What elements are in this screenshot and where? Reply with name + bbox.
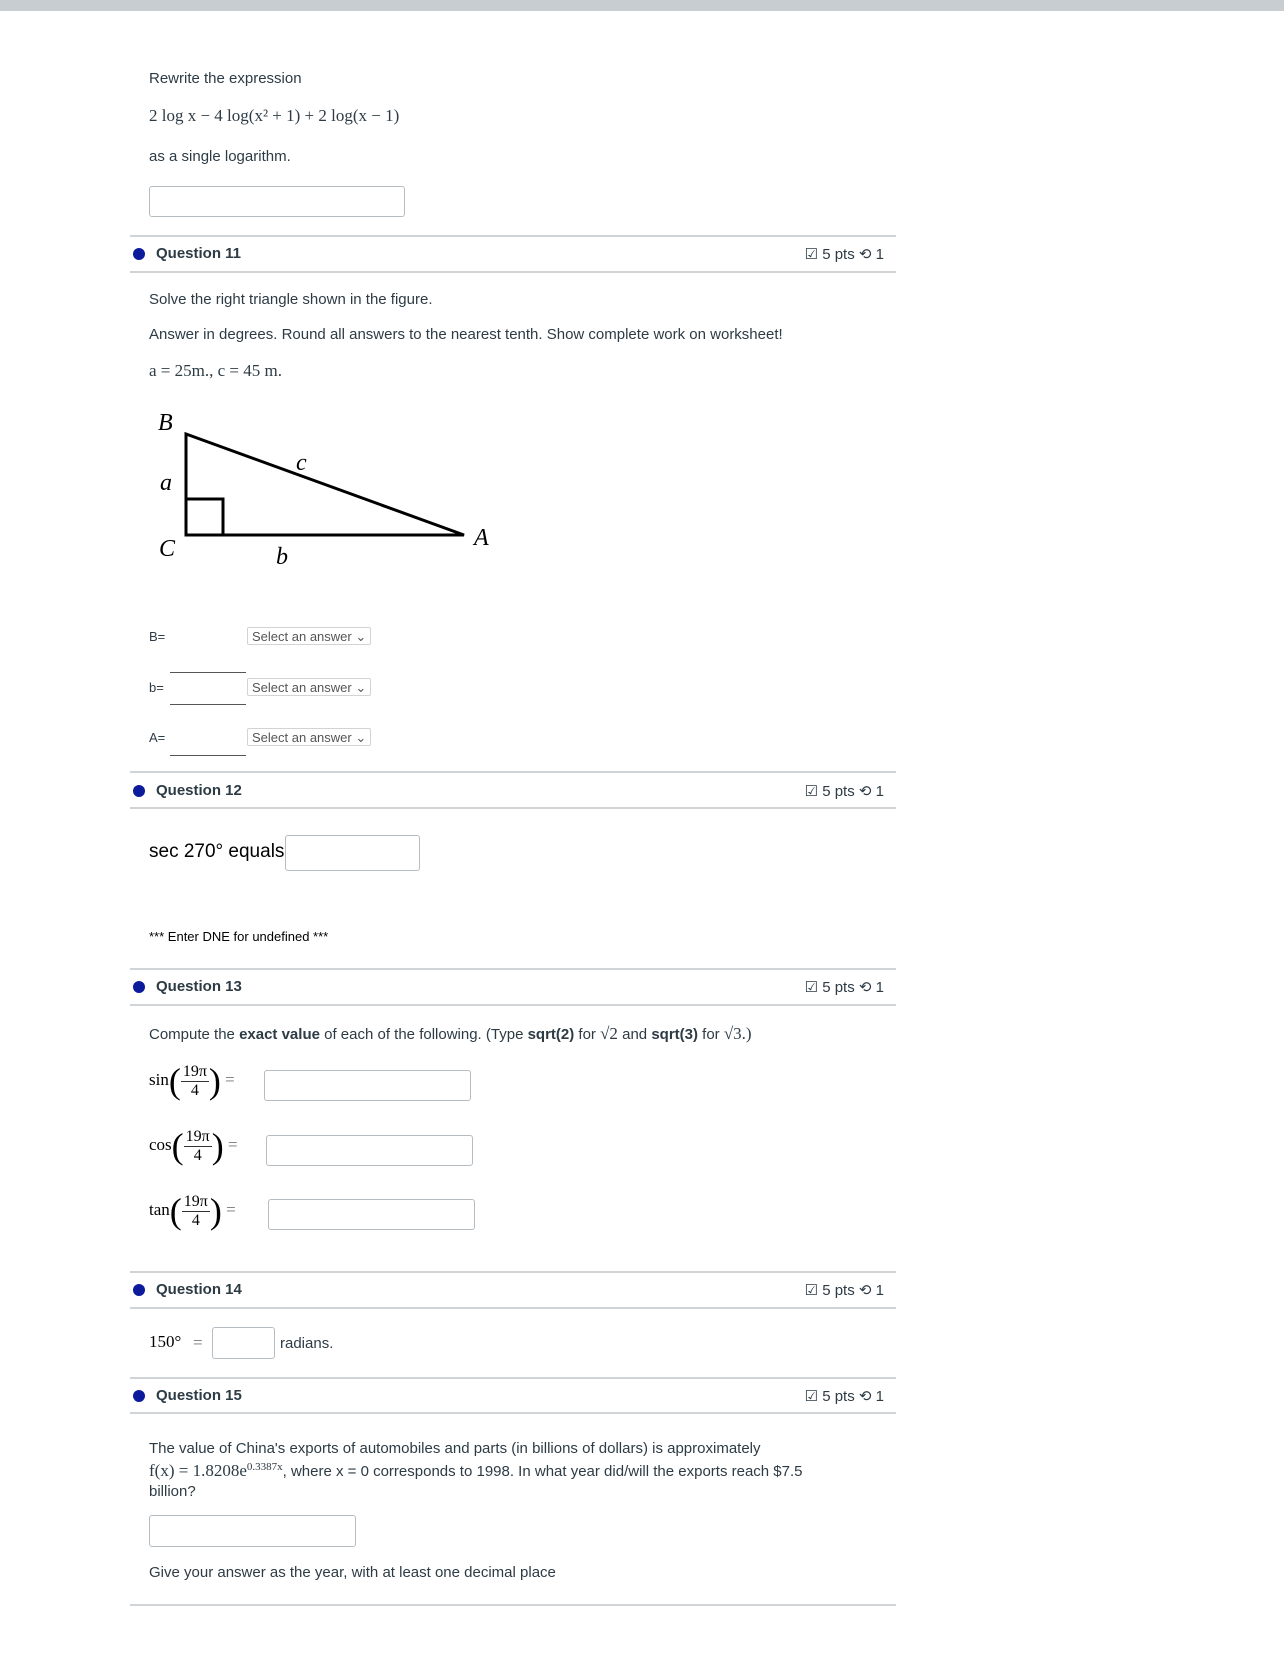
points: 5 pts	[822, 1282, 855, 1299]
select-answer-B[interactable]: Select an answer ⌄	[247, 627, 371, 645]
status-dot-icon	[133, 1284, 145, 1296]
retry-icon: ⟲	[858, 979, 872, 996]
retry-icon: ⟲	[858, 783, 872, 800]
select-answer-A[interactable]: Select an answer ⌄	[247, 728, 371, 746]
divider	[130, 1604, 896, 1606]
attempts: 1	[875, 1282, 884, 1299]
divider	[130, 1004, 896, 1006]
radians-label: radians.	[280, 1335, 334, 1352]
question-title: Question 11	[156, 245, 242, 262]
question-14-header	[130, 1273, 896, 1307]
question-15-header	[130, 1379, 896, 1413]
points: 5 pts	[822, 979, 855, 996]
q10-expression: 2 log x − 4 log(x² + 1) + 2 log(x − 1)	[149, 106, 400, 125]
q13-intro: Compute the exact value of each of the following. (Type sqrt(2) for √2 and sqrt(3) for √3.)	[149, 1024, 752, 1043]
points-badge	[805, 245, 884, 263]
triangle-shape	[186, 434, 464, 535]
equals-sign: =	[193, 1333, 203, 1352]
divider	[130, 1412, 896, 1414]
retry-icon: ⟲	[858, 1388, 872, 1405]
triangle-figure	[140, 400, 520, 580]
attempts: 1	[875, 979, 884, 996]
question-13-header	[130, 970, 896, 1004]
question-11-header	[130, 237, 896, 271]
row-label-b: b=	[149, 680, 164, 695]
points: 5 pts	[822, 246, 855, 263]
tan-row: tan( $\frac{19\pi}{4}$ ) =	[149, 1191, 236, 1231]
checkbox-icon: ☑	[804, 1282, 819, 1299]
q15-line1: The value of China's exports of automobiles and parts (in billions of dollars) is approximately	[149, 1440, 761, 1457]
retry-icon: ⟲	[858, 1282, 872, 1299]
checkbox-icon: ☑	[804, 783, 819, 800]
question-title: Question 14	[156, 1281, 242, 1298]
select-answer-b[interactable]: Select an answer ⌄	[247, 678, 371, 696]
cos-answer-input[interactable]	[266, 1135, 473, 1166]
divider	[130, 807, 896, 809]
q15-line3: billion?	[149, 1483, 196, 1500]
divider	[130, 1307, 896, 1309]
retry-icon: ⟲	[858, 246, 872, 263]
label-B: B	[158, 410, 173, 436]
top-bar	[0, 0, 1284, 11]
attempts: 1	[875, 1388, 884, 1405]
q12-note: *** Enter DNE for undefined ***	[149, 929, 329, 944]
right-angle-mark	[186, 499, 223, 535]
q12-answer-input[interactable]	[285, 835, 420, 871]
q10-prompt: Rewrite the expression	[149, 70, 302, 87]
label-c: c	[296, 450, 307, 476]
status-dot-icon	[133, 981, 145, 993]
points-badge	[805, 782, 884, 800]
checkbox-icon: ☑	[804, 979, 819, 996]
attempts: 1	[875, 783, 884, 800]
q15-answer-input[interactable]	[149, 1515, 356, 1547]
label-b: b	[276, 544, 288, 570]
label-C: C	[159, 536, 176, 562]
attempts: 1	[875, 246, 884, 263]
radians-answer-input[interactable]	[212, 1327, 275, 1359]
status-dot-icon	[133, 248, 145, 260]
q11-line2: Answer in degrees. Round all answers to the nearest tenth. Show complete work on worksheet!	[149, 326, 783, 343]
q12-prompt: sec 270° equals	[149, 841, 285, 862]
sin-row: sin( $\frac{19\pi}{4}$ ) =	[149, 1061, 235, 1101]
checkbox-icon: ☑	[804, 246, 819, 263]
answer-b-input[interactable]	[170, 684, 246, 705]
label-a: a	[160, 470, 172, 496]
question-title: Question 13	[156, 978, 242, 995]
checkbox-icon: ☑	[804, 1388, 819, 1405]
tan-answer-input[interactable]	[268, 1199, 475, 1230]
points: 5 pts	[822, 783, 855, 800]
cos-row: cos( $\frac{19\pi}{4}$ ) =	[149, 1126, 238, 1166]
status-dot-icon	[133, 1390, 145, 1402]
status-dot-icon	[133, 785, 145, 797]
label-A: A	[474, 525, 489, 551]
answer-B-input[interactable]	[170, 652, 246, 673]
q15-line2: $f(x) = 1.8208e^{0.3387x}$, where x = 0 corresponds to 1998. In what year did/will the exports reach $7.5	[149, 1461, 803, 1480]
answer-A-input[interactable]	[170, 735, 246, 756]
points: 5 pts	[822, 1388, 855, 1405]
sin-answer-input[interactable]	[264, 1070, 471, 1101]
q10-answer-input[interactable]	[149, 186, 405, 217]
q11-given: a = 25m., c = 45 m.	[149, 361, 282, 380]
points-badge	[805, 1281, 884, 1299]
points-badge	[805, 978, 884, 996]
row-label-A: A=	[149, 730, 166, 745]
q10-suffix: as a single logarithm.	[149, 148, 291, 165]
divider	[130, 771, 896, 773]
divider	[130, 271, 896, 273]
question-title: Question 15	[156, 1387, 242, 1404]
row-label-B: B=	[149, 629, 166, 644]
q11-line1: Solve the right triangle shown in the figure.	[149, 291, 433, 308]
points-badge	[805, 1387, 884, 1405]
degree-value: 150°	[149, 1332, 182, 1351]
question-title: Question 12	[156, 782, 242, 799]
q15-hint: Give your answer as the year, with at least one decimal place	[149, 1564, 556, 1581]
question-12-header	[130, 774, 896, 808]
